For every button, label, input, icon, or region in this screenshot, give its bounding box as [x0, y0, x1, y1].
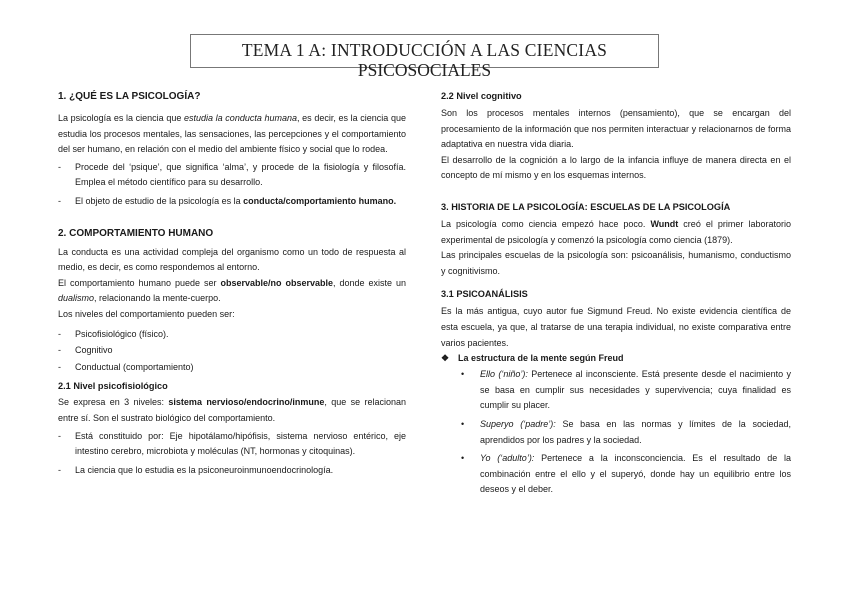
list-item: - Cognitivo [58, 343, 406, 359]
left-column [58, 90, 406, 481]
text-run-bold: observable/no observable [220, 277, 334, 288]
text-run-bold: sistema nervioso/endocrino/inmune [168, 397, 325, 408]
text-run: creó el primer laboratorio experimental de psicología y comenzó la psicología como ciencia (1879). [441, 218, 791, 245]
text-run: El comportamiento humano puede ser [58, 277, 221, 288]
list-item [58, 194, 406, 210]
text-run-bold: Wundt [650, 218, 679, 229]
section-2-1-list [58, 429, 406, 479]
section-2-paragraph-1: La conducta es una actividad compleja del organismo como un todo de respuesta al medio, es decir, es como respondemos al entorno. [58, 246, 406, 273]
text-run: La psicología como ciencia empezó hace poco. [441, 218, 651, 229]
text-run: Se basa en las normas y límites de la sociedad, aprendidos por los padres y la sociedad. [480, 418, 791, 445]
text-run: , que se relacionan entre sí. Son el sustrato biológico del comportamiento. [58, 397, 407, 423]
term-italic: Superyo (‘padre’): [480, 418, 556, 429]
freud-structure-list [441, 367, 791, 498]
text-run: Se expresa en 3 niveles: [58, 397, 169, 408]
freud-structure-heading [441, 351, 791, 365]
section-2-1-heading: 2.1 Nivel psicofisiológico [58, 381, 168, 392]
list-item: - Está constituido por: Eje hipotálamo/hipófisis, sistema nervioso entérico, eje intestino cerebro, microbiota y moléculas (NT, hormonas y citoquinas). [58, 429, 406, 460]
text-run: , donde existe un [333, 277, 406, 288]
list-item-superyo [441, 417, 791, 448]
text-run-italic: dualismo [58, 293, 95, 304]
term-italic: Yo (‘adulto’): [480, 453, 535, 464]
list-item: - Conductual (comportamiento) [58, 360, 406, 376]
section-2-1-paragraph [58, 395, 406, 426]
section-2-paragraph-2 [58, 276, 406, 307]
term-italic: Ello (‘niño’): [480, 369, 528, 380]
section-1-list [58, 160, 406, 210]
section-3-paragraph-2: Las principales escuelas de la psicología son: psicoanálisis, humanismo, conductismo y cognitivismo. [441, 250, 791, 276]
levels-list [58, 327, 406, 376]
section-2-2-heading: 2.2 Nivel cognitivo [441, 91, 522, 101]
section-3-1-heading: 3.1 PSICOANÁLISIS [441, 289, 528, 300]
text-run: La psicología es la ciencia que [58, 113, 184, 123]
list-item: - Procede del ‘psique’, que significa ‘alma’, y procede de la fisiología y filosofía. Emplea el método científico para su desarrollo. [58, 160, 406, 191]
list-item: - La ciencia que lo estudia es la psiconeuroinmunoendocrinología. [58, 463, 406, 479]
diamond-bullet-icon: ❖ [441, 353, 450, 364]
text-run: Pertenece al inconsciente. Está presente desde el nacimiento y se basa en cumplir sus necesidades y supervivencia; cuya finalidad es cumplir su placer. [480, 369, 791, 411]
list-item-yo [441, 451, 791, 498]
text-run: Pertenece a la inconsconciencia. Es el resultado de la combinación entre el ello y el superyó, donde hay un equilibrio entre los deseos y el deber. [480, 453, 791, 495]
page-title-continuation: PSICOSOCIALES [357, 60, 492, 80]
section-3-paragraph-1 [441, 217, 791, 248]
section-2-heading: 2. COMPORTAMIENTO HUMANO [58, 227, 214, 239]
list-item-ello [441, 367, 791, 414]
right-column [441, 90, 791, 501]
text-run: El objeto de estudio de la psicología es la [75, 195, 244, 206]
text-run-bold: La estructura de la mente según Freud [458, 353, 624, 364]
title-box [190, 34, 659, 80]
section-3-1-paragraph: Es la más antigua, cuyo autor fue Sigmund Freud. No existe evidencia científica de esta escuela, ya que, al tratarse de una terapia individual, no existe comparativa entre varios pacientes. [441, 306, 791, 348]
text-run-bold: conducta/comportamiento humano. [243, 195, 397, 206]
list-item: - Psicofisiológico (físico). [58, 327, 406, 343]
text-run: , es decir, es la ciencia que estudia los procesos mentales, las sensaciones, las percepciones y el comportamiento del ser humano, en relación con el medio del ambiente físico y social que lo rodea. [58, 113, 406, 155]
text-run-italic: estudia la conducta humana [183, 113, 298, 123]
section-2-2-paragraph-1: Son los procesos mentales internos (pensamiento), que se encargan del procesamiento de la información que nos permiten interactuar y relacionarnos de forma adaptativa en nuestra vida diaria. [441, 108, 791, 150]
section-1-heading: 1. ¿QUÉ ES LA PSICOLOGÍA? [58, 91, 201, 102]
section-2-paragraph-3: Los niveles del comportamiento pueden ser: [58, 308, 235, 319]
page-title: TEMA 1 A: INTRODUCCIÓN A LAS CIENCIAS [241, 40, 608, 60]
section-1-paragraph [58, 111, 406, 158]
section-3-heading: 3. HISTORIA DE LA PSICOLOGÍA: ESCUELAS DE LA PSICOLOGÍA [441, 201, 731, 212]
text-run: , relacionando la mente-cuerpo. [94, 293, 221, 304]
section-2-2-paragraph-2: El desarrollo de la cognición a lo largo de la infancia influye de manera directa en el concepto de mí mismo y en los esquemas internos. [441, 154, 791, 181]
